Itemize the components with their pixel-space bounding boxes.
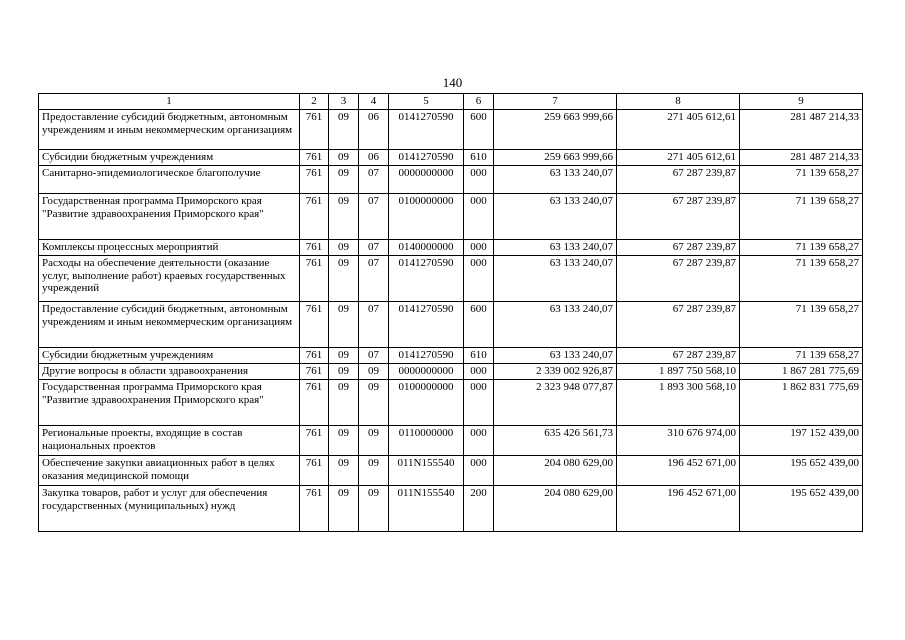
subsection-code-cell: 09	[359, 380, 389, 426]
amount-col9-cell: 71 139 658,27	[740, 348, 863, 364]
row-name-cell: Санитарно-эпидемиологическое благополучие	[39, 166, 300, 194]
amount-col9-cell: 281 487 214,33	[740, 110, 863, 150]
amount-col9-cell: 281 487 214,33	[740, 150, 863, 166]
row-name-cell: Субсидии бюджетным учреждениям	[39, 150, 300, 166]
table-row	[39, 240, 863, 256]
ministry-code-cell: 761	[300, 364, 329, 380]
amount-col8-cell: 67 287 239,87	[617, 256, 740, 302]
budget-table	[38, 93, 863, 532]
expense-type-cell: 600	[464, 302, 494, 348]
expense-type-cell: 000	[464, 380, 494, 426]
subsection-code-cell: 07	[359, 240, 389, 256]
header-cell-7: 7	[494, 94, 617, 110]
section-code-cell: 09	[329, 302, 359, 348]
expense-type-cell: 000	[464, 240, 494, 256]
header-cell-5: 5	[389, 94, 464, 110]
page-number: 140	[442, 75, 463, 90]
subsection-code-cell: 09	[359, 486, 389, 532]
amount-col7-cell: 2 323 948 077,87	[494, 380, 617, 426]
target-article-cell: 0141270590	[389, 256, 464, 302]
target-article-cell: 011N155540	[389, 486, 464, 532]
ministry-code-cell: 761	[300, 380, 329, 426]
target-article-cell: 0100000000	[389, 380, 464, 426]
subsection-code-cell: 07	[359, 256, 389, 302]
amount-col9-cell: 1 862 831 775,69	[740, 380, 863, 426]
row-name-cell: Расходы на обеспечение деятельности (оказание услуг, выполнение работ) краевых государственных учреждений	[39, 256, 300, 302]
subsection-code-cell: 07	[359, 166, 389, 194]
expense-type-cell: 000	[464, 426, 494, 456]
section-code-cell: 09	[329, 426, 359, 456]
ministry-code-cell: 761	[300, 426, 329, 456]
section-code-cell: 09	[329, 194, 359, 240]
expense-type-cell: 000	[464, 364, 494, 380]
amount-col7-cell: 204 080 629,00	[494, 486, 617, 532]
target-article-cell: 0141270590	[389, 302, 464, 348]
amount-col7-cell: 63 133 240,07	[494, 256, 617, 302]
ministry-code-cell: 761	[300, 456, 329, 486]
row-name-cell: Комплексы процессных мероприятий	[39, 240, 300, 256]
expense-type-cell: 610	[464, 150, 494, 166]
target-article-cell: 0000000000	[389, 166, 464, 194]
amount-col7-cell: 259 663 999,66	[494, 110, 617, 150]
section-code-cell: 09	[329, 486, 359, 532]
table-header-row	[39, 94, 863, 110]
amount-col8-cell: 1 893 300 568,10	[617, 380, 740, 426]
table-row	[39, 110, 863, 150]
row-name-cell: Государственная программа Приморского края "Развитие здравоохранения Приморского края"	[39, 380, 300, 426]
subsection-code-cell: 09	[359, 456, 389, 486]
row-name-cell: Государственная программа Приморского края "Развитие здравоохранения Приморского края"	[39, 194, 300, 240]
header-cell-3: 3	[329, 94, 359, 110]
amount-col7-cell: 259 663 999,66	[494, 150, 617, 166]
section-code-cell: 09	[329, 240, 359, 256]
amount-col9-cell: 197 152 439,00	[740, 426, 863, 456]
ministry-code-cell: 761	[300, 256, 329, 302]
table-row	[39, 256, 863, 302]
amount-col8-cell: 67 287 239,87	[617, 348, 740, 364]
header-cell-1: 1	[39, 94, 300, 110]
amount-col9-cell: 195 652 439,00	[740, 486, 863, 532]
table-row	[39, 194, 863, 240]
amount-col8-cell: 1 897 750 568,10	[617, 364, 740, 380]
table-row	[39, 348, 863, 364]
target-article-cell: 011N155540	[389, 456, 464, 486]
row-name-cell: Региональные проекты, входящие в состав национальных проектов	[39, 426, 300, 456]
amount-col7-cell: 2 339 002 926,87	[494, 364, 617, 380]
amount-col9-cell: 195 652 439,00	[740, 456, 863, 486]
ministry-code-cell: 761	[300, 486, 329, 532]
ministry-code-cell: 761	[300, 240, 329, 256]
amount-col9-cell: 1 867 281 775,69	[740, 364, 863, 380]
expense-type-cell: 000	[464, 456, 494, 486]
amount-col7-cell: 63 133 240,07	[494, 166, 617, 194]
amount-col7-cell: 63 133 240,07	[494, 240, 617, 256]
subsection-code-cell: 07	[359, 302, 389, 348]
amount-col9-cell: 71 139 658,27	[740, 302, 863, 348]
table-row	[39, 456, 863, 486]
amount-col8-cell: 271 405 612,61	[617, 150, 740, 166]
amount-col7-cell: 635 426 561,73	[494, 426, 617, 456]
row-name-cell: Предоставление субсидий бюджетным, автономным учреждениям и иным некоммерческим организациям	[39, 110, 300, 150]
amount-col8-cell: 196 452 671,00	[617, 486, 740, 532]
table-row	[39, 302, 863, 348]
row-name-cell: Субсидии бюджетным учреждениям	[39, 348, 300, 364]
row-name-cell: Закупка товаров, работ и услуг для обеспечения государственных (муниципальных) нужд	[39, 486, 300, 532]
expense-type-cell: 600	[464, 110, 494, 150]
target-article-cell: 0141270590	[389, 110, 464, 150]
section-code-cell: 09	[329, 110, 359, 150]
expense-type-cell: 200	[464, 486, 494, 532]
amount-col8-cell: 67 287 239,87	[617, 302, 740, 348]
ministry-code-cell: 761	[300, 150, 329, 166]
target-article-cell: 0110000000	[389, 426, 464, 456]
section-code-cell: 09	[329, 256, 359, 302]
target-article-cell: 0141270590	[389, 348, 464, 364]
section-code-cell: 09	[329, 364, 359, 380]
subsection-code-cell: 06	[359, 150, 389, 166]
ministry-code-cell: 761	[300, 110, 329, 150]
ministry-code-cell: 761	[300, 348, 329, 364]
subsection-code-cell: 09	[359, 426, 389, 456]
ministry-code-cell: 761	[300, 194, 329, 240]
section-code-cell: 09	[329, 380, 359, 426]
section-code-cell: 09	[329, 166, 359, 194]
expense-type-cell: 000	[464, 194, 494, 240]
table-row	[39, 364, 863, 380]
target-article-cell: 0000000000	[389, 364, 464, 380]
amount-col7-cell: 63 133 240,07	[494, 348, 617, 364]
amount-col8-cell: 67 287 239,87	[617, 194, 740, 240]
target-article-cell: 0100000000	[389, 194, 464, 240]
row-name-cell: Другие вопросы в области здравоохранения	[39, 364, 300, 380]
subsection-code-cell: 07	[359, 194, 389, 240]
amount-col8-cell: 67 287 239,87	[617, 166, 740, 194]
header-cell-4: 4	[359, 94, 389, 110]
expense-type-cell: 610	[464, 348, 494, 364]
amount-col9-cell: 71 139 658,27	[740, 256, 863, 302]
table-row	[39, 380, 863, 426]
target-article-cell: 0141270590	[389, 150, 464, 166]
section-code-cell: 09	[329, 348, 359, 364]
table-row	[39, 426, 863, 456]
amount-col9-cell: 71 139 658,27	[740, 194, 863, 240]
expense-type-cell: 000	[464, 256, 494, 302]
ministry-code-cell: 761	[300, 166, 329, 194]
subsection-code-cell: 09	[359, 364, 389, 380]
row-name-cell: Обеспечение закупки авиационных работ в целях оказания медицинской помощи	[39, 456, 300, 486]
table-row	[39, 486, 863, 532]
section-code-cell: 09	[329, 150, 359, 166]
header-cell-6: 6	[464, 94, 494, 110]
target-article-cell: 0140000000	[389, 240, 464, 256]
row-name-cell: Предоставление субсидий бюджетным, автономным учреждениям и иным некоммерческим организациям	[39, 302, 300, 348]
amount-col7-cell: 63 133 240,07	[494, 194, 617, 240]
amount-col7-cell: 63 133 240,07	[494, 302, 617, 348]
amount-col9-cell: 71 139 658,27	[740, 166, 863, 194]
amount-col7-cell: 204 080 629,00	[494, 456, 617, 486]
subsection-code-cell: 07	[359, 348, 389, 364]
expense-type-cell: 000	[464, 166, 494, 194]
table-row	[39, 166, 863, 194]
header-cell-9: 9	[740, 94, 863, 110]
table-row	[39, 150, 863, 166]
header-cell-2: 2	[300, 94, 329, 110]
amount-col9-cell: 71 139 658,27	[740, 240, 863, 256]
header-cell-8: 8	[617, 94, 740, 110]
amount-col8-cell: 310 676 974,00	[617, 426, 740, 456]
amount-col8-cell: 196 452 671,00	[617, 456, 740, 486]
subsection-code-cell: 06	[359, 110, 389, 150]
amount-col8-cell: 271 405 612,61	[617, 110, 740, 150]
ministry-code-cell: 761	[300, 302, 329, 348]
section-code-cell: 09	[329, 456, 359, 486]
amount-col8-cell: 67 287 239,87	[617, 240, 740, 256]
